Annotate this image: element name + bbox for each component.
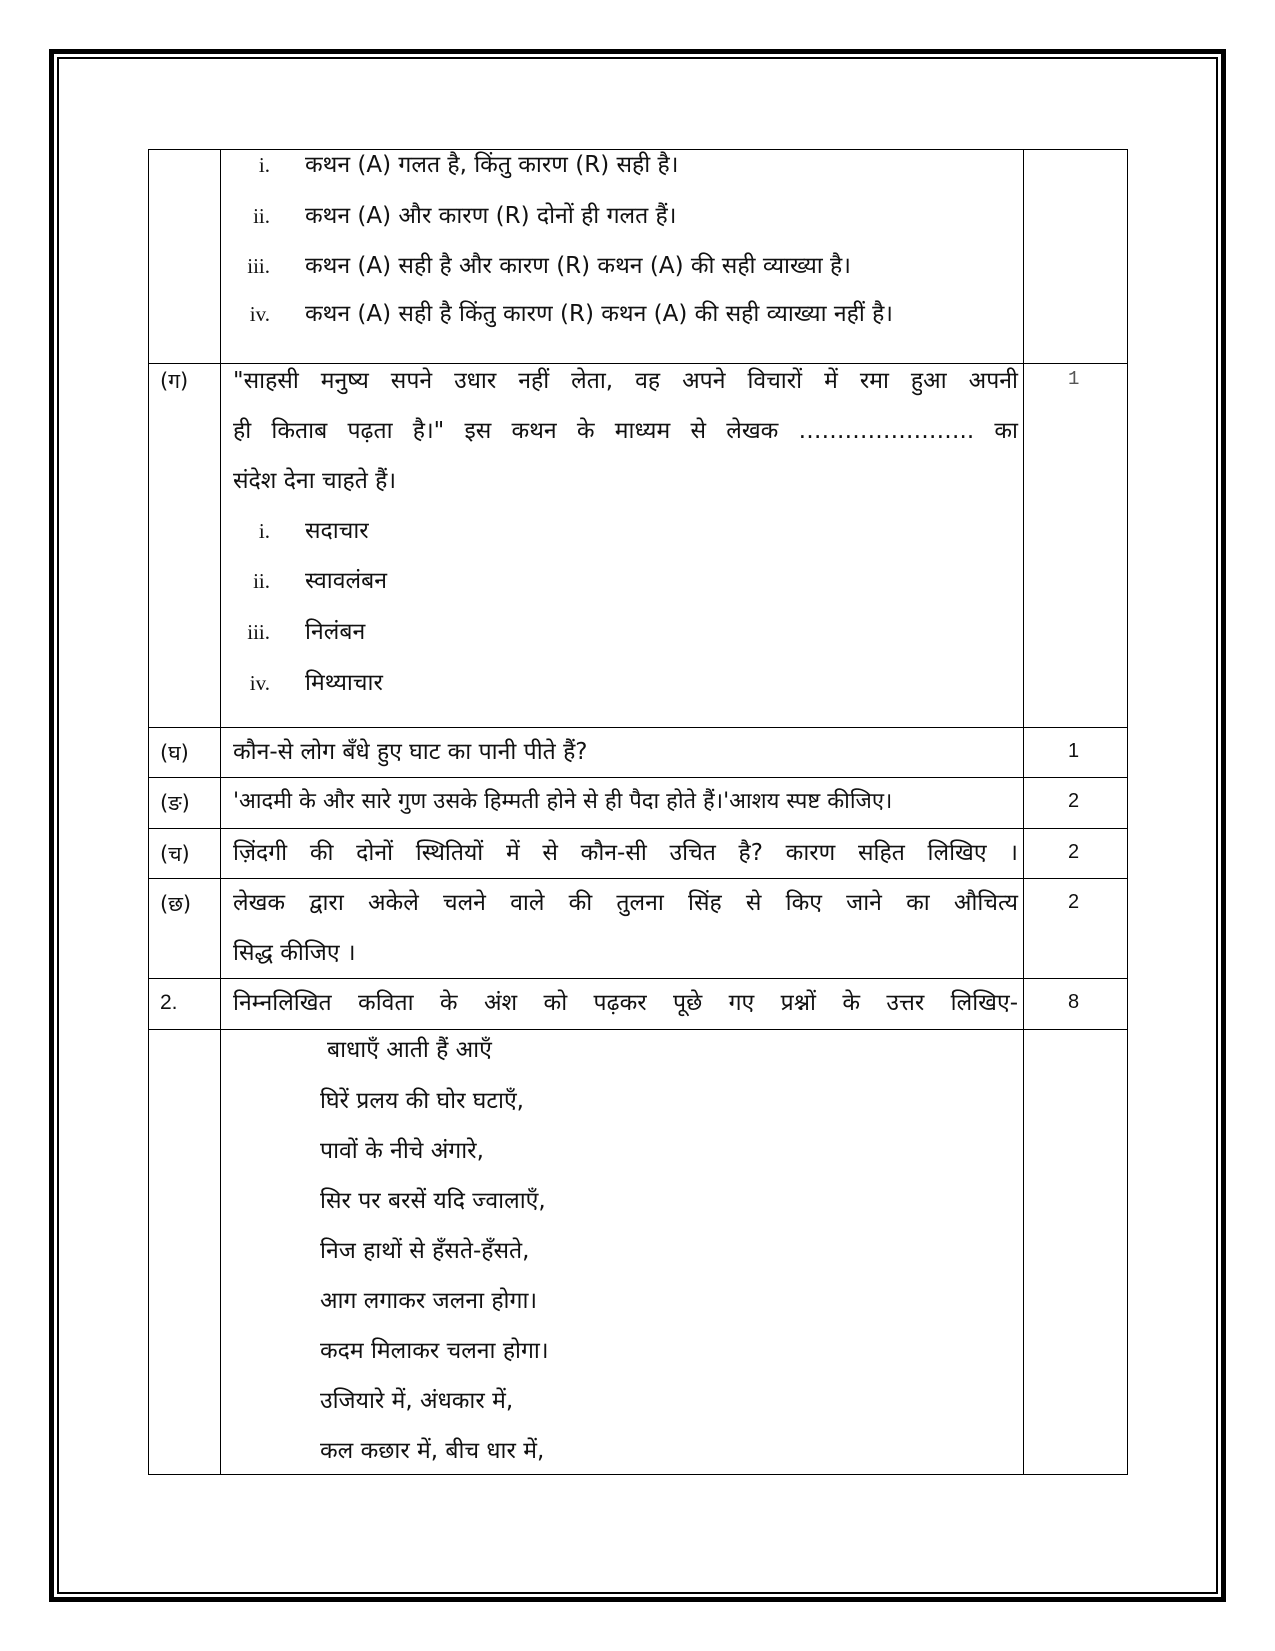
poem-line: घिरें प्रलय की घोर घटाएँ,	[320, 1088, 524, 1114]
question-text-line: सिद्ध कीजिए ।	[233, 940, 356, 966]
option-text: कथन (A) और कारण (R) दोनों ही गलत हैं।	[305, 203, 677, 229]
poem-line: पावों के नीचे अंगारे,	[320, 1138, 484, 1164]
option-text: कथन (A) सही है किंतु कारण (R) कथन (A) की सही व्याख्या नहीं है।	[305, 301, 894, 327]
poem-line: उजियारे में, अंधकार में,	[320, 1388, 514, 1414]
question-text-line: संदेश देना चाहते हैं।	[233, 468, 397, 494]
table-column-divider	[1023, 149, 1024, 1474]
poem-line: बाधाएँ आती हैं आएँ	[327, 1037, 492, 1063]
question-text-line: ही किताब पढ़ता है।" इस कथन के माध्यम से लेखक ………………….. का	[233, 418, 1018, 444]
question-label: 2.	[160, 991, 178, 1014]
question-marks: 8	[1068, 991, 1080, 1013]
option-number: i.	[258, 519, 270, 543]
option-number: iv.	[249, 302, 270, 326]
table-row-divider	[148, 828, 1128, 829]
table-row-divider	[148, 878, 1128, 879]
option-text: स्वावलंबन	[305, 568, 387, 594]
question-label: (ग)	[160, 369, 189, 393]
page-border-inner	[57, 57, 1218, 1594]
table-border-bottom	[148, 1474, 1128, 1475]
option-text: कथन (A) गलत है, किंतु कारण (R) सही है।	[305, 152, 679, 178]
question-text-line: "साहसी मनुष्य सपने उधार नहीं लेता, वह अपने विचारों में रमा हुआ अपनी	[233, 368, 1018, 394]
question-label: (छ)	[160, 892, 192, 916]
table-row-divider	[148, 978, 1128, 979]
table-row-divider	[148, 777, 1128, 778]
option-text: मिथ्याचार	[305, 670, 383, 696]
option-text: निलंबन	[305, 619, 366, 645]
option-text: सदाचार	[305, 518, 369, 544]
question-marks: 2	[1068, 891, 1080, 913]
question-marks: 1	[1068, 740, 1080, 762]
table-row-divider	[148, 1029, 1128, 1030]
poem-line: सिर पर बरसें यदि ज्वालाएँ,	[320, 1188, 546, 1214]
option-number: ii.	[253, 204, 270, 228]
table-column-divider	[220, 149, 221, 1474]
question-text: कौन-से लोग बँधे हुए घाट का पानी पीते हैं?	[233, 739, 588, 765]
option-number: i.	[258, 153, 270, 177]
option-number: iv.	[249, 671, 270, 695]
question-marks: 2	[1068, 790, 1080, 812]
question-text: 'आदमी के और सारे गुण उसके हिम्मती होने से ही पैदा होते हैं।'आशय स्पष्ट कीजिए।	[233, 789, 893, 814]
poem-line: आग लगाकर जलना होगा।	[320, 1288, 538, 1314]
poem-line: कदम मिलाकर चलना होगा।	[320, 1338, 549, 1364]
question-label: (ङ)	[160, 791, 190, 815]
question-text: ज़िंदगी की दोनों स्थितियों में से कौन-सी उचित है? कारण सहित लिखिए ।	[233, 840, 1018, 866]
question-label: (च)	[160, 842, 190, 866]
question-label: (घ)	[160, 741, 189, 765]
option-number: iii.	[247, 254, 270, 278]
question-marks: 1	[1068, 368, 1080, 390]
table-row-divider	[148, 363, 1128, 364]
option-number: iii.	[247, 620, 270, 644]
poem-line: कल कछार में, बीच धार में,	[320, 1438, 545, 1464]
question-text-line: लेखक द्वारा अकेले चलने वाले की तुलना सिंह से किए जाने का औचित्य	[233, 890, 1018, 916]
table-border-right	[1127, 149, 1128, 1474]
option-text: कथन (A) सही है और कारण (R) कथन (A) की सही व्याख्या है।	[305, 253, 851, 279]
table-border-left	[148, 149, 149, 1474]
poem-line: निज हाथों से हँसते-हँसते,	[320, 1238, 530, 1264]
table-row-divider	[148, 727, 1128, 728]
option-number: ii.	[253, 569, 270, 593]
question-marks: 2	[1068, 841, 1080, 863]
question-text: निम्नलिखित कविता के अंश को पढ़कर पूछे गए प्रश्नों के उत्तर लिखिए-	[233, 990, 1018, 1016]
